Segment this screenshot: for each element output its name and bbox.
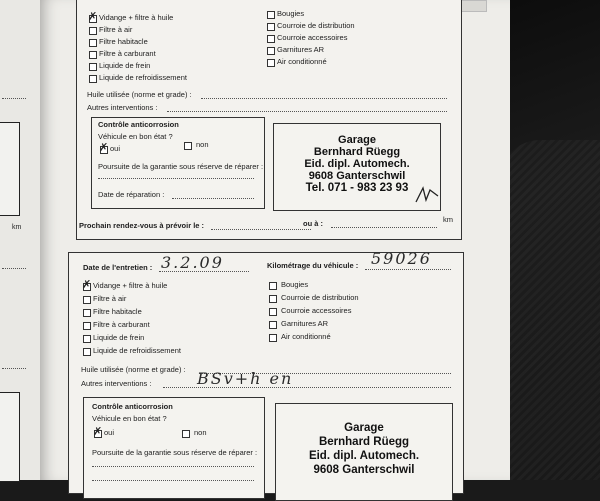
checkbox-fuel-filter[interactable]: [89, 51, 97, 59]
checkbox-oui[interactable]: [100, 146, 108, 154]
guarantee-label: Poursuite de la garantie sous réserve de réparer :: [98, 162, 264, 171]
item-label: Filtre habitacle: [93, 307, 142, 316]
guarantee-line: [92, 480, 254, 481]
stamp-line: Garage: [338, 134, 376, 146]
oui-label: oui: [104, 428, 115, 437]
checkbox-air-filter[interactable]: [89, 27, 97, 35]
checkbox-cabin-filter[interactable]: [89, 39, 97, 47]
item-label: Vidange + filtre à huile: [93, 281, 168, 290]
other-interventions-line: [167, 111, 447, 112]
item-label: Liquide de refroidissement: [99, 73, 187, 82]
checkbox-oui[interactable]: [94, 430, 102, 438]
checkbox-timing-belt[interactable]: [269, 295, 277, 303]
checkbox-timing-belt[interactable]: [267, 23, 275, 31]
checkbox-non[interactable]: [184, 142, 192, 150]
mileage-line: [365, 269, 451, 270]
service-form-top: [76, 0, 462, 240]
checkbox-rear-linings[interactable]: [269, 321, 277, 329]
non-label: non: [194, 428, 207, 437]
oil-used-label: Huile utilisée (norme et grade) :: [81, 365, 186, 374]
checkbox-rear-linings[interactable]: [267, 47, 275, 55]
other-interventions-label: Autres interventions :: [87, 103, 158, 112]
left-page-km-label: km: [12, 224, 22, 231]
guarantee-line: [98, 178, 254, 179]
item-label: Liquide de refroidissement: [93, 346, 181, 355]
other-interventions-label: Autres interventions :: [81, 379, 152, 388]
left-page-line: [2, 368, 26, 369]
checkbox-spark-plugs[interactable]: [269, 282, 277, 290]
anticorrosion-box: [91, 117, 265, 209]
next-appointment-line: [211, 229, 311, 230]
stamp-line: Eid. dipl. Automech.: [304, 158, 410, 170]
left-page-box-top: [0, 122, 20, 216]
checkbox-non[interactable]: [182, 430, 190, 438]
next-appointment-label: Prochain rendez-vous à prévoir le :: [79, 221, 205, 230]
item-label: Air conditionné: [277, 57, 327, 66]
checkbox-accessory-belt[interactable]: [269, 308, 277, 316]
oil-used-line: [201, 98, 447, 99]
item-label: Liquide de frein: [99, 61, 151, 70]
garage-stamp-box: [273, 123, 441, 211]
checkbox-brake-fluid[interactable]: [83, 335, 91, 343]
page-corner-tab: [459, 0, 487, 12]
anticorrosion-title: Contrôle anticorrosion: [98, 120, 179, 129]
guarantee-line: [92, 466, 254, 467]
left-page-line: [2, 268, 26, 269]
item-label: Filtre à air: [99, 25, 133, 34]
item-label: Courroie de distribution: [277, 21, 355, 30]
fabric-texture: [500, 140, 600, 480]
checkbox-air-filter[interactable]: [83, 296, 91, 304]
item-label: Filtre à air: [93, 294, 127, 303]
handwritten-mileage: 59026: [371, 249, 432, 268]
item-label: Courroie de distribution: [281, 293, 359, 302]
ou-a-label: ou à :: [303, 219, 323, 228]
checkbox-accessory-belt[interactable]: [267, 35, 275, 43]
item-label: Vidange + filtre à huile: [99, 13, 174, 22]
stamp-line: Bernhard Rüegg: [313, 146, 401, 158]
item-label: Garnitures AR: [277, 45, 325, 54]
checkbox-brake-fluid[interactable]: [89, 63, 97, 71]
anticorrosion-box: [83, 397, 265, 499]
checkbox-coolant[interactable]: [83, 348, 91, 356]
checkbox-air-conditioning[interactable]: [269, 334, 277, 342]
checkbox-oil-filter[interactable]: [83, 283, 91, 291]
checkbox-spark-plugs[interactable]: [267, 11, 275, 19]
item-label: Garnitures AR: [281, 319, 329, 328]
item-label: Filtre à carburant: [99, 49, 156, 58]
handwritten-date: 3.2.09: [161, 253, 224, 272]
item-label: Filtre habitacle: [99, 37, 148, 46]
left-page-line: [2, 98, 26, 99]
stamp-line: 9608 Ganterschwil: [308, 170, 406, 182]
checkbox-cabin-filter[interactable]: [83, 309, 91, 317]
guarantee-label: Poursuite de la garantie sous réserve de réparer :: [92, 448, 258, 457]
handwritten-interventions: BSv+h en: [197, 369, 294, 388]
oil-used-label: Huile utilisée (norme et grade) :: [87, 90, 192, 99]
checkbox-oil-filter[interactable]: [89, 15, 97, 23]
item-label: Filtre à carburant: [93, 320, 150, 329]
garage-stamp-box: [275, 403, 453, 501]
item-label: Courroie accessoires: [281, 306, 352, 315]
date-label: Date de l'entretien :: [83, 263, 153, 272]
non-label: non: [196, 140, 209, 149]
stamp-line: 9608 Ganterschwil: [313, 464, 415, 476]
left-page: [0, 0, 41, 480]
item-label: Bougies: [277, 9, 305, 18]
anticorrosion-title: Contrôle anticorrosion: [92, 402, 173, 411]
service-form-bottom: [68, 249, 464, 494]
oui-label: oui: [110, 144, 121, 153]
repair-date-label: Date de réparation :: [98, 190, 165, 199]
checkbox-coolant[interactable]: [89, 75, 97, 83]
stamp-line: Eid. dipl. Automech.: [308, 450, 420, 462]
stamp-line: Garage: [344, 422, 384, 434]
stamp-line: Tel. 071 - 983 23 93: [305, 182, 409, 194]
km-label: km: [443, 215, 453, 224]
signature-scribble: [414, 184, 440, 206]
item-label: Liquide de frein: [93, 333, 145, 342]
checkbox-air-conditioning[interactable]: [267, 59, 275, 67]
stamp-line: Bernhard Rüegg: [318, 436, 410, 448]
vehicle-state-label: Véhicule en bon état ?: [92, 414, 167, 423]
item-label: Courroie accessoires: [277, 33, 348, 42]
mileage-label: Kilométrage du véhicule :: [267, 261, 359, 270]
checkbox-fuel-filter[interactable]: [83, 322, 91, 330]
vehicle-state-label: Véhicule en bon état ?: [98, 132, 173, 141]
left-page-box-bottom: [0, 392, 20, 482]
km-line: [331, 227, 437, 228]
repair-date-line: [172, 198, 254, 199]
item-label: Air conditionné: [281, 332, 331, 341]
item-label: Bougies: [281, 280, 309, 289]
